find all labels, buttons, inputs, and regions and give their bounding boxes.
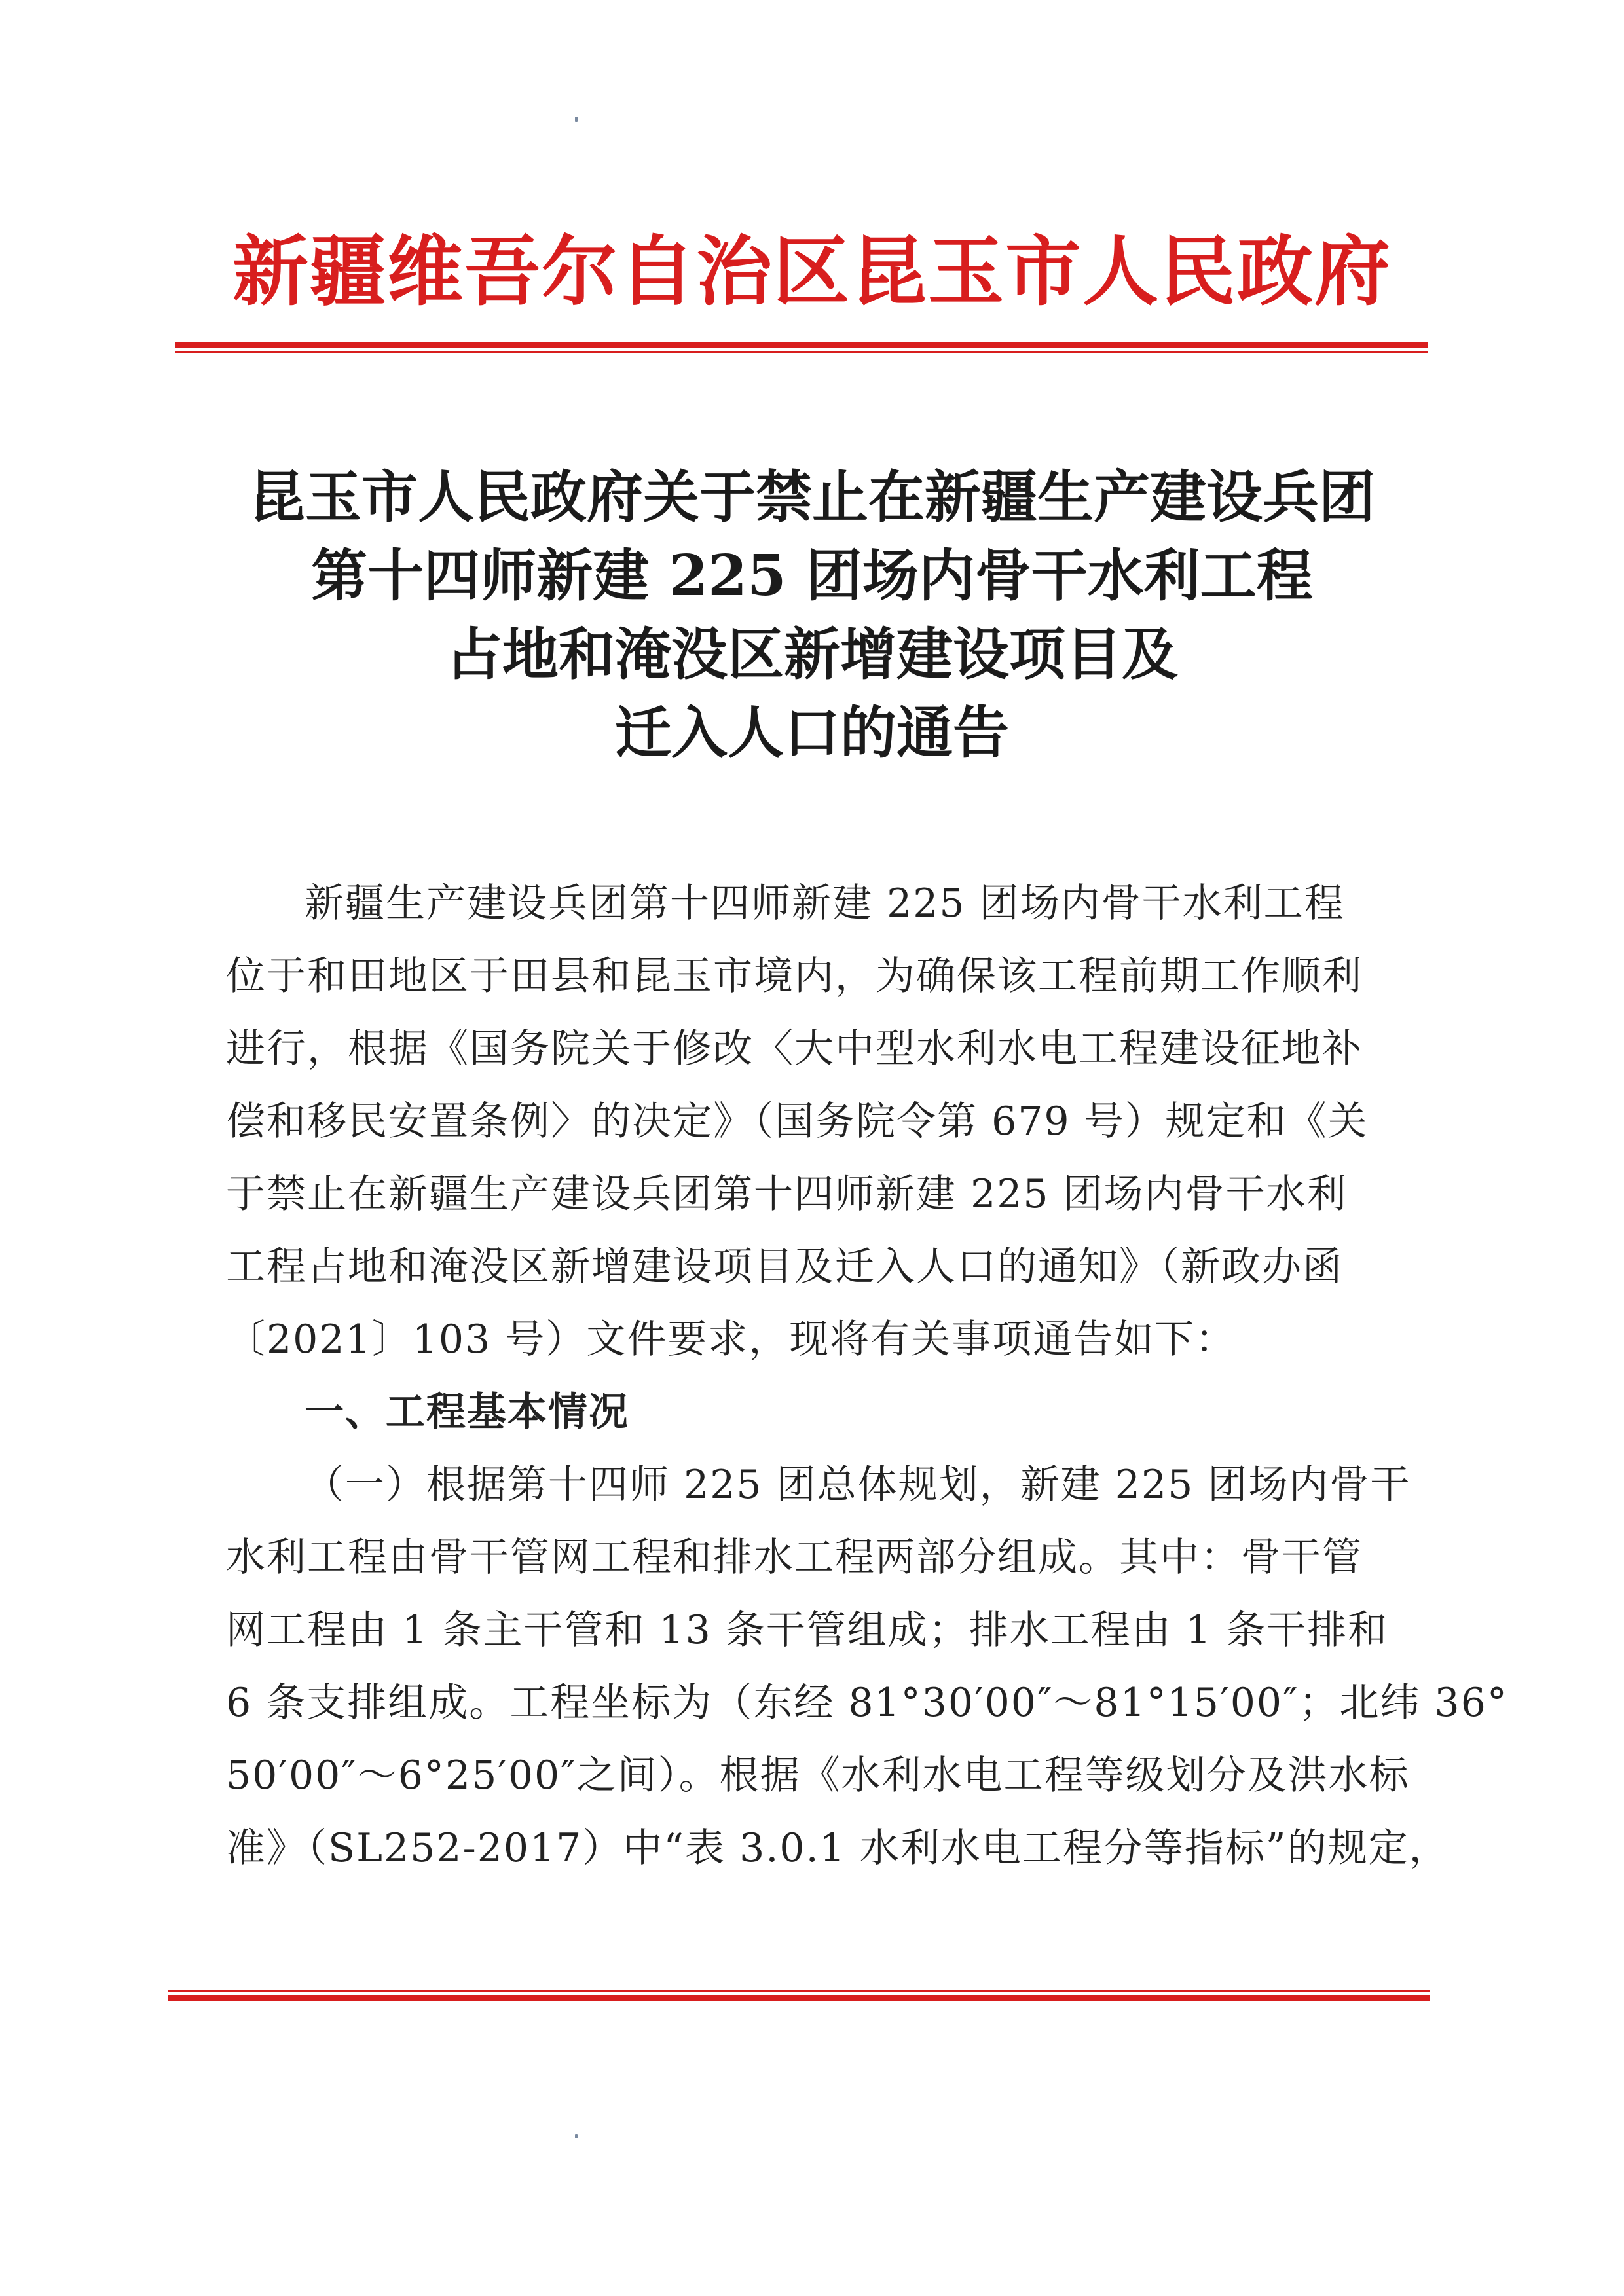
body-line: 于禁止在新疆生产建设兵团第十四师新建 225 团场内骨干水利 (226, 1171, 1348, 1217)
issuing-authority-header: 新疆维吾尔自治区昆玉市人民政府 (232, 227, 1392, 316)
footer-red-rule (168, 1990, 1430, 2001)
header-red-rule (175, 342, 1428, 353)
scan-speck (575, 117, 578, 122)
section-heading: 一、工程基本情况 (304, 1389, 629, 1435)
body-line: 偿和移民安置条例〉的决定》（国务院令第 679 号）规定和《关 (226, 1099, 1369, 1144)
body-line: 准》（SL252-2017）中“表 3.0.1 水利水电工程分等指标”的规定， (226, 1825, 1450, 1871)
body-line: 水利工程由骨干管网工程和排水工程两部分组成。其中：骨干管 (226, 1535, 1363, 1580)
scan-speck (575, 2134, 578, 2138)
document-body (226, 867, 1508, 1885)
body-line: 网工程由 1 条主干管和 13 条干管组成；排水工程由 1 条干排和 (226, 1607, 1389, 1653)
title-line: 迁入人口的通告 (615, 700, 1009, 766)
body-line: 位于和田地区于田县和昆玉市境内，为确保该工程前期工作顺利 (226, 953, 1363, 999)
body-line: （一）根据第十四师 225 团总体规划，新建 225 团场内骨干 (304, 1462, 1411, 1508)
body-line: 新疆生产建设兵团第十四师新建 225 团场内骨干水利工程 (304, 881, 1345, 926)
title-line: 占地和淹没区新增建设项目及 (446, 621, 1178, 687)
title-line: 第十四师新建 225 团场内骨干水利工程 (311, 543, 1313, 609)
body-line: 〔2021〕103 号）文件要求，现将有关事项通告如下： (226, 1317, 1236, 1362)
body-line: 6 条支排组成。工程坐标为（东经 81°30′00″～81°15′00″；北纬 36° (226, 1680, 1508, 1726)
body-line: 50′00″～6°25′00″之间）。根据《水利水电工程等级划分及洪水标 (226, 1753, 1410, 1798)
title-line: 昆玉市人民政府关于禁止在新疆生产建设兵团 (249, 464, 1375, 530)
body-line: 工程占地和淹没区新增建设项目及迁入人口的通知》（新政办函 (226, 1244, 1343, 1290)
document-title (170, 458, 1454, 773)
body-line: 进行，根据《国务院关于修改〈大中型水利水电工程建设征地补 (226, 1026, 1363, 1072)
